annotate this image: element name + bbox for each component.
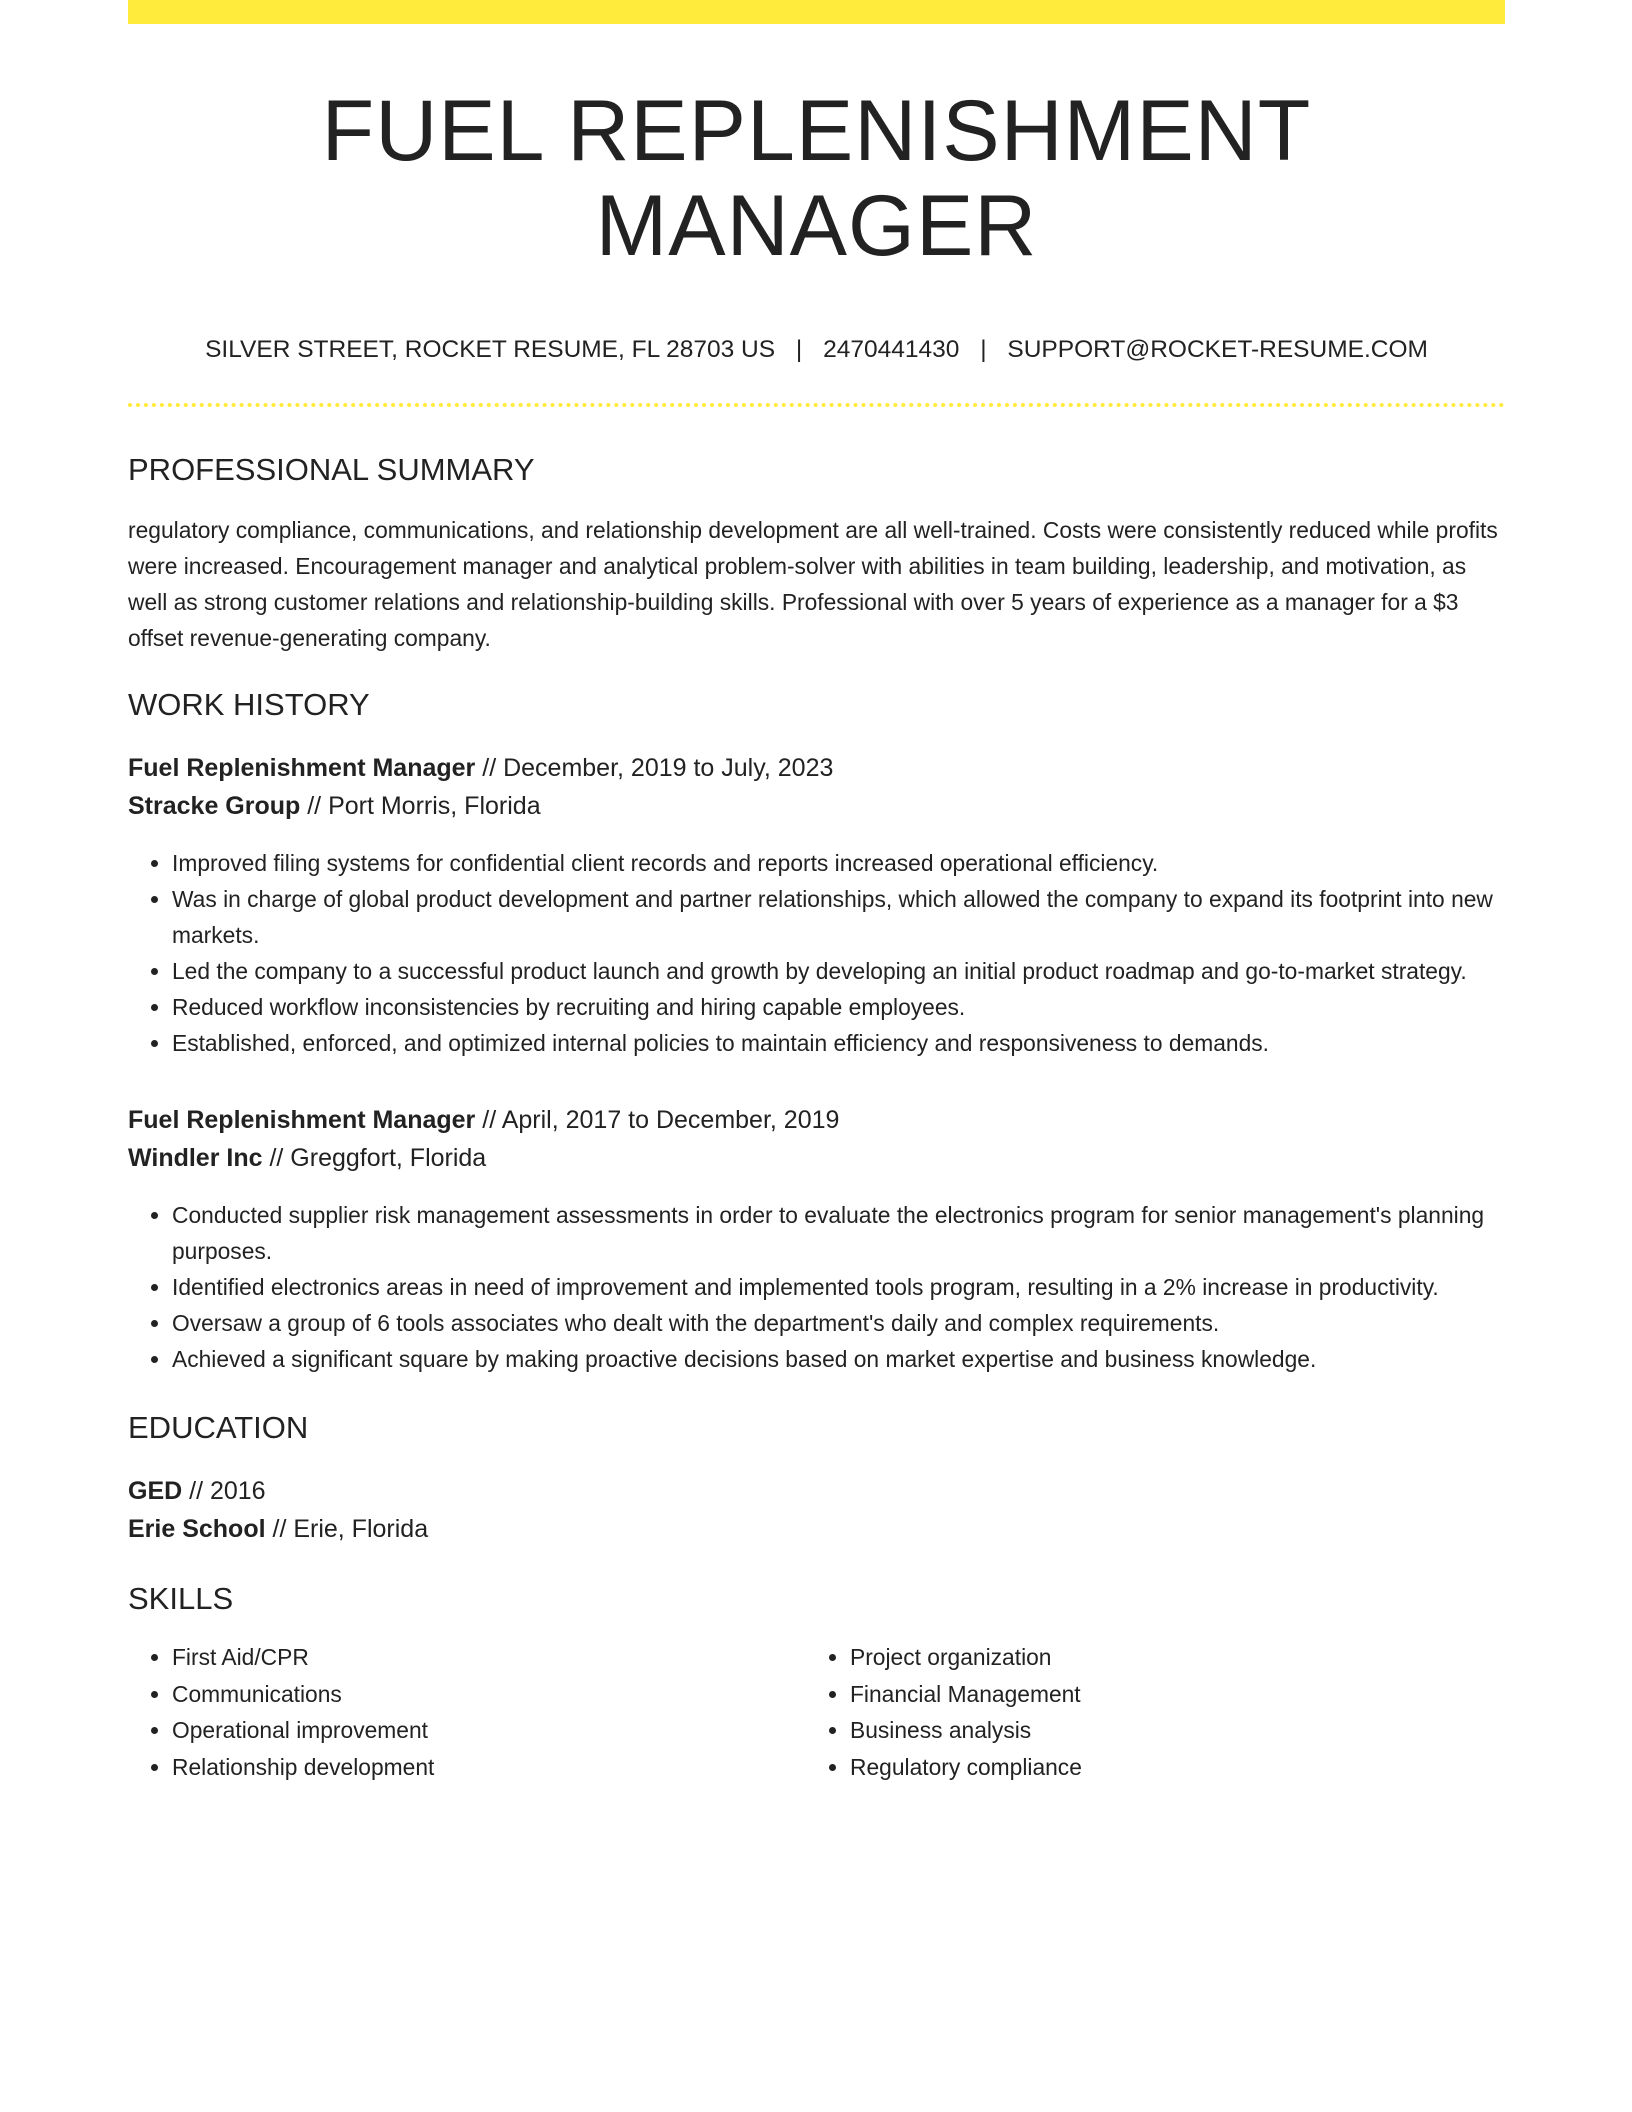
education-degree-line [128, 1472, 1505, 1510]
job-entry [128, 1101, 1505, 1377]
skills-list-right [806, 1639, 1484, 1785]
list-item: • Operational improvement [172, 1712, 806, 1749]
list-item: • Established, enforced, and optimized internal policies to maintain efficiency and responsiveness to demands. [172, 1025, 1505, 1061]
education-school-line [128, 1510, 1505, 1548]
contact-separator: | [980, 336, 987, 364]
contact-phone: 2470441430 [823, 336, 960, 364]
skills-list-left [128, 1639, 806, 1785]
list-item: • Improved filing systems for confidential client records and reports increased operational efficiency. [172, 845, 1505, 881]
job-dates: // April, 2017 to December, 2019 [475, 1105, 840, 1134]
education-degree: GED [128, 1477, 183, 1506]
job-location: // Greggfort, Florida [262, 1143, 487, 1172]
list-item: • Project organization [850, 1639, 1484, 1676]
job-bullets [128, 845, 1505, 1061]
section-title-summary: PROFESSIONAL SUMMARY [128, 451, 535, 487]
education-school: Erie School [128, 1515, 266, 1544]
contact-separator: | [795, 336, 803, 364]
skills-columns [128, 1639, 1505, 1785]
job-entry [128, 749, 1505, 1061]
accent-top-bar [128, 0, 1505, 24]
education-entry [128, 1472, 1505, 1548]
list-item: • Was in charge of global product development and partner relationships, which allowed the company to expand its footprint into new markets. [172, 881, 1505, 953]
list-item: • Financial Management [850, 1676, 1484, 1713]
list-item: • Relationship development [172, 1749, 806, 1786]
section-title-skills: SKILLS [128, 1581, 234, 1617]
job-title-line [128, 749, 1505, 787]
list-item: • Achieved a significant square by making proactive decisions based on market expertise and business knowledge. [172, 1341, 1505, 1377]
contact-email: SUPPORT@ROCKET-RESUME.COM [1007, 336, 1428, 364]
job-company: Windler Inc [128, 1143, 263, 1172]
job-location: // Port Morris, Florida [300, 791, 541, 820]
list-item: • First Aid/CPR [172, 1639, 806, 1676]
job-role: Fuel Replenishment Manager [128, 753, 476, 782]
summary-text: regulatory compliance, communications, and relationship development are all well-trained. Costs were consistently reduced while profits were increased. Encouragement manager and analytical problem-solver with abilities in team building, leadership, and motivation, as well as strong customer relations and relationship-building skills. Professional with over 5 years of experience as a manager for a $3 offset revenue-generating company. [128, 516, 1498, 651]
list-item: • Business analysis [850, 1712, 1484, 1749]
section-title-work-history: WORK HISTORY [128, 686, 370, 722]
dotted-divider [128, 403, 1505, 407]
job-title-line [128, 1101, 1505, 1139]
list-item: • Conducted supplier risk management assessments in order to evaluate the electronics program for senior management's planning purposes. [172, 1197, 1505, 1269]
section-title-education: EDUCATION [128, 1409, 309, 1445]
contact-line [128, 335, 1505, 364]
job-bullets [128, 1197, 1505, 1377]
job-company: Stracke Group [128, 791, 301, 820]
education-year: // 2016 [182, 1477, 266, 1506]
education-location: // Erie, Florida [265, 1515, 429, 1544]
resume-page [128, 0, 1505, 1785]
list-item: • Reduced workflow inconsistencies by recruiting and hiring capable employees. [172, 989, 1505, 1025]
list-item: • Oversaw a group of 6 tools associates who dealt with the department's daily and complex requirements. [172, 1305, 1505, 1341]
list-item: • Led the company to a successful product launch and growth by developing an initial product roadmap and go-to-market strategy. [172, 953, 1505, 989]
list-item: • Regulatory compliance [850, 1749, 1484, 1786]
contact-address: SILVER STREET, ROCKET RESUME, FL 28703 US [205, 336, 776, 364]
job-dates: // December, 2019 to July, 2023 [475, 753, 834, 782]
list-item: • Identified electronics areas in need of improvement and implemented tools program, resulting in a 2% increase in productivity. [172, 1269, 1505, 1305]
list-item: • Communications [172, 1676, 806, 1713]
resume-name: FUEL REPLENISHMENT MANAGER [321, 83, 1312, 274]
job-company-line [128, 787, 1505, 825]
job-company-line [128, 1139, 1505, 1177]
job-role: Fuel Replenishment Manager [128, 1105, 476, 1134]
